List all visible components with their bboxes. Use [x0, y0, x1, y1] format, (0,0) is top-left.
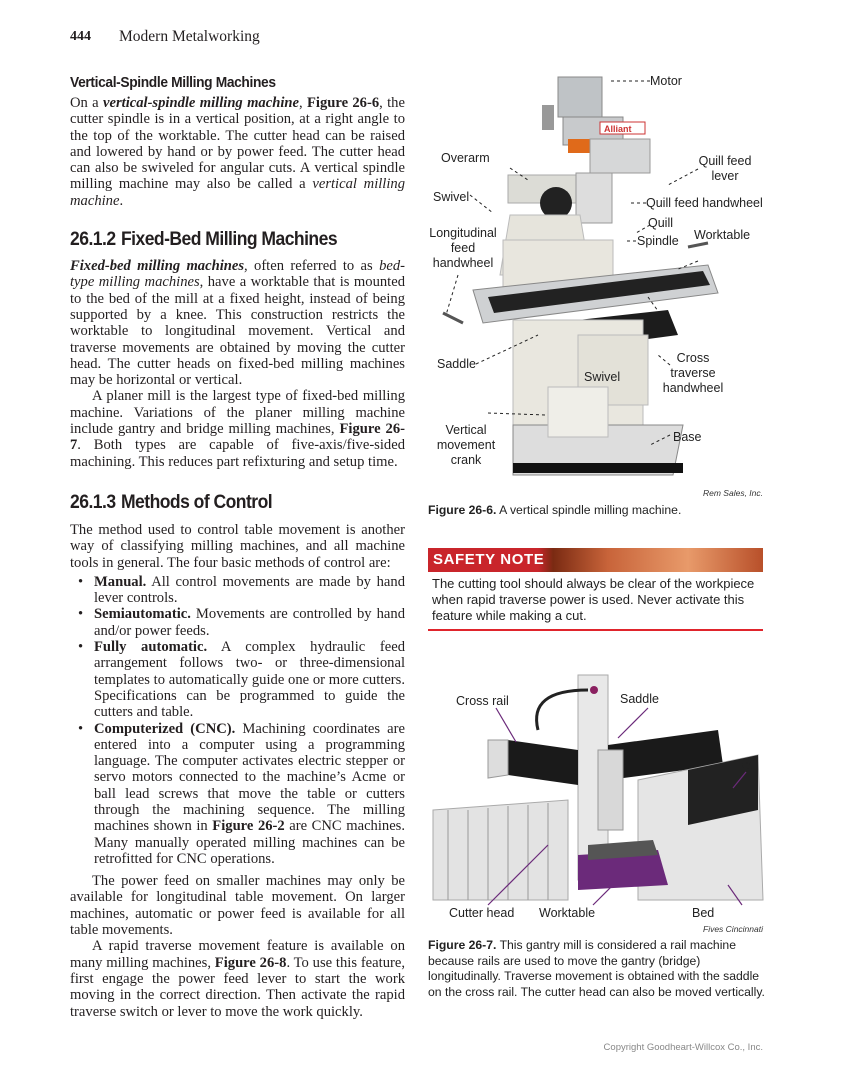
- paragraph-control-intro: The method used to control table movement is another way of classifying milling machines, and all machine tools in general. The four basic methods of control are:: [70, 521, 405, 571]
- label-quill: Quill: [648, 216, 674, 230]
- label-quill-feed-lever: Quill feed lever: [698, 154, 752, 183]
- heading-26-1-2: 26.1.2 Fixed-Bed Milling Machines: [70, 228, 338, 251]
- paragraph-vertical-spindle: On a vertical-spindle milling machine, Figure 26-6, the cutter spindle is in a vertical position, at a right angle to the top of the worktable. The cutter head can be raised and lowered by hand or by power feed. The cutter head can also be swiveled for angular cuts. A vertical spindle milling machine may also be called a vertical milling machine.: [70, 95, 406, 209]
- page-number: 444: [70, 29, 91, 44]
- label-cutter-head: Cutter head: [449, 906, 515, 920]
- paragraph-power-feed: The power feed on smaller machines may only be available for longitudinal table movement. On larger machines, automatic or power feed is available for all table movements.: [70, 873, 405, 939]
- running-title: Modern Metalworking: [119, 28, 260, 45]
- label-base: Base: [673, 430, 702, 444]
- label-swivel-bottom: Swivel: [584, 370, 621, 384]
- heading-vertical-spindle: Vertical-Spindle Milling Machines: [70, 74, 276, 91]
- label-saddle-gantry: Saddle: [620, 692, 659, 706]
- label-worktable: Worktable: [694, 228, 751, 242]
- brand-logo: Alliant: [604, 124, 632, 134]
- label-vertical-movement-crank: Vertical movement crank: [436, 423, 496, 467]
- safety-note-text: The cutting tool should always be clear of the workpiece when rapid traverse power is used. Never activate this feature while making a cut.: [432, 576, 755, 623]
- figure-credit: Rem Sales, Inc.: [703, 488, 763, 498]
- control-methods-list: [70, 574, 405, 867]
- label-saddle: Saddle: [437, 357, 476, 371]
- list-item: • Semiautomatic. Movements are controlled by hand and/or power feeds.: [70, 606, 405, 639]
- label-swivel-top: Swivel: [433, 190, 470, 204]
- list-item: • Fully automatic. A complex hydraulic feed arrangement follows two- or three-dimensional templates to automatically guide one or more cutters. Specifications can be programmed to guide the cutters and table.: [70, 639, 405, 720]
- main-text-column: [70, 74, 405, 1020]
- paragraph-planer-mill: A planer mill is the largest type of fixed-bed milling machine. Variations of the planer milling machine include gantry and bridge milling machines, Figure 26-7. Both types are capable of five-axis/five-sided machining. This reduces part refixturing and setup time.: [70, 388, 405, 470]
- safety-note-banner: SAFETY NOTE: [428, 548, 763, 572]
- label-overarm: Overarm: [441, 151, 490, 165]
- label-spindle: Spindle: [637, 234, 679, 248]
- figure-26-6-caption: Figure 26-6. A vertical spindle milling machine.: [428, 503, 682, 517]
- label-motor: Motor: [650, 74, 682, 88]
- label-rail: Rail: [736, 758, 758, 772]
- copyright: Copyright Goodheart-Willcox Co., Inc.: [603, 1042, 763, 1053]
- list-item: • Computerized (CNC). Machining coordinates are entered into a computer using a programming language. The computer activates electric stepper or servo motors connected to the machine’s Acme or ball lead screws that move the table or cutters through the machining sequence. The milling machines shown in Figure 26-2 are CNC machines. Many manually operated milling machines can be retrofitted for CNC operations.: [70, 721, 405, 868]
- figure-26-7-caption: Figure 26-7. This gantry mill is considered a rail machine because rails are used to move the gantry (bridge) longitudinally. Traverse movement is obtained with the saddle on the cross rail. The cutter head can also be moved vertically.: [428, 938, 765, 999]
- milling-machine-illustration: [428, 65, 768, 485]
- paragraph-fixed-bed: Fixed-bed milling machines, often referred to as bed-type milling machines, have a worktable that is mounted to the bed of the mill at a fixed height, instead of being supported by a knee. This construction restricts the worktable to longitudinal movement. Vertical and traverse movements are obtained by moving the cutter head. The cutter heads on fixed-bed milling machines may be horizontal or vertical.: [70, 258, 405, 389]
- safety-note-divider: [428, 629, 763, 631]
- figure-credit: Fives Cincinnati: [703, 924, 763, 934]
- label-longitudinal-feed-handwheel: Longitudinal feed handwheel: [429, 226, 497, 270]
- label-worktable-gantry: Worktable: [539, 906, 596, 920]
- label-bed: Bed: [692, 906, 715, 920]
- paragraph-rapid-traverse: A rapid traverse movement feature is available on many milling machines, Figure 26-8. To use this feature, first engage the power feed lever to start the work moving in the correct direction. Then activate the rapid traverse switch or lever to move the work quickly.: [70, 938, 405, 1020]
- list-item: • Manual. All control movements are made by hand lever controls.: [70, 574, 405, 607]
- label-cross-traverse-handwheel: Cross traverse handwheel: [662, 351, 724, 395]
- label-cross-rail: Cross rail: [456, 694, 509, 708]
- label-quill-feed-handwheel: Quill feed handwheel: [646, 196, 763, 210]
- heading-26-1-3: 26.1.3 Methods of Control: [70, 490, 273, 513]
